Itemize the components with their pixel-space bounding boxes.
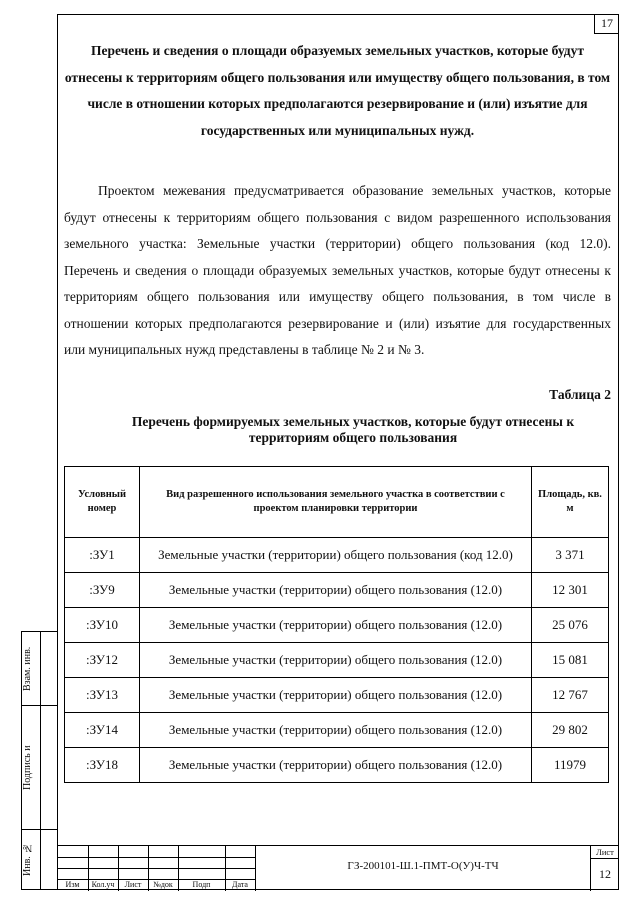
cell-area: 12 301 (532, 573, 609, 608)
table-header-row (65, 467, 609, 538)
header-area: Площадь, кв. м (532, 467, 609, 538)
table-row (65, 678, 609, 713)
cell-use: Земельные участки (территории) общего пользования (12.0) (140, 643, 532, 678)
cell-id: :ЗУ10 (65, 608, 140, 643)
title-block-grid (57, 846, 255, 891)
cell-area: 3 371 (532, 538, 609, 573)
stamp-col-kolvo: Кол.уч (91, 880, 115, 889)
table-row (65, 748, 609, 783)
parcels-table (64, 466, 609, 783)
cell-area: 29 802 (532, 713, 609, 748)
table-label: Таблица 2 (549, 387, 611, 402)
table-row (65, 573, 609, 608)
cell-area: 25 076 (532, 608, 609, 643)
top-page-number: 17 (594, 14, 619, 34)
side-label-inv: Инв. № (22, 842, 33, 877)
stamp-col-podp: Подп (192, 880, 211, 889)
table-row (65, 713, 609, 748)
cell-use: Земельные участки (территории) общего пользования (12.0) (140, 573, 532, 608)
cell-id: :ЗУ13 (65, 678, 140, 713)
sheet-box (591, 846, 619, 891)
cell-area: 12 767 (532, 678, 609, 713)
stamp-col-data: Дата (232, 880, 248, 889)
cell-id: :ЗУ12 (65, 643, 140, 678)
title-block (57, 845, 619, 890)
sheet-label: Лист (591, 846, 619, 859)
cell-use: Земельные участки (территории) общего пользования (12.0) (140, 713, 532, 748)
stamp-col-list: Лист (124, 880, 142, 889)
table-row (65, 608, 609, 643)
cell-id: :ЗУ9 (65, 573, 140, 608)
side-cell-vzam (22, 632, 57, 706)
section-heading: Перечень и сведения о площади образуемых земельных участков, которые будут отнесены к территориям общего пользования или имуществу общего пользования, в том числе в отношении которых предполагаются резервирование и (или) изъятие для государственных или муниципальных нужд. (64, 43, 611, 138)
side-stamp (21, 631, 57, 890)
cell-id: :ЗУ1 (65, 538, 140, 573)
cell-use: Земельные участки (территории) общего пользования (12.0) (140, 678, 532, 713)
sheet-number: 12 (599, 867, 611, 881)
side-label-vzam: Взам. инв. (22, 646, 33, 692)
side-label-podpis: Подпись и (22, 745, 33, 791)
document-code: ГЗ-200101-Ш.1-ПМТ-О(У)Ч-ТЧ (255, 846, 591, 891)
table-row (65, 538, 609, 573)
stamp-col-ndok: №док (153, 880, 173, 889)
table-row (65, 643, 609, 678)
table-caption: Перечень формируемых земельных участков, которые будут отнесены к территориям общего пользования (131, 414, 575, 445)
header-id: Условный номер (65, 467, 140, 538)
header-use: Вид разрешенного использования земельного участка в соответствии с проектом планировки территории (140, 467, 532, 538)
cell-use: Земельные участки (территории) общего пользования (12.0) (140, 748, 532, 783)
cell-id: :ЗУ18 (65, 748, 140, 783)
body-paragraph: Проектом межевания предусматривается образование земельных участков, которые будут отнесены к территориям общего пользования с видом разрешенного использования земельного участка: Земельные участки (территории) общего пользования (код 12.0). Перечень и сведения о площади образуемых земельных участков, которые будут отнесены к территориям общего пользования или имуществу общего пользования, в том числе в отношении которых предполагаются резервирование и (или) изъятие для государственных или муниципальных нужд представлены в таблице № 2 и № 3. (64, 183, 611, 357)
cell-area: 15 081 (532, 643, 609, 678)
cell-id: :ЗУ14 (65, 713, 140, 748)
cell-area: 11979 (532, 748, 609, 783)
side-cell-podpis (22, 706, 57, 830)
cell-use: Земельные участки (территории) общего пользования (12.0) (140, 608, 532, 643)
side-cell-inv (22, 830, 57, 889)
cell-use: Земельные участки (территории) общего пользования (код 12.0) (140, 538, 532, 573)
stamp-col-izm: Изм (65, 880, 80, 889)
